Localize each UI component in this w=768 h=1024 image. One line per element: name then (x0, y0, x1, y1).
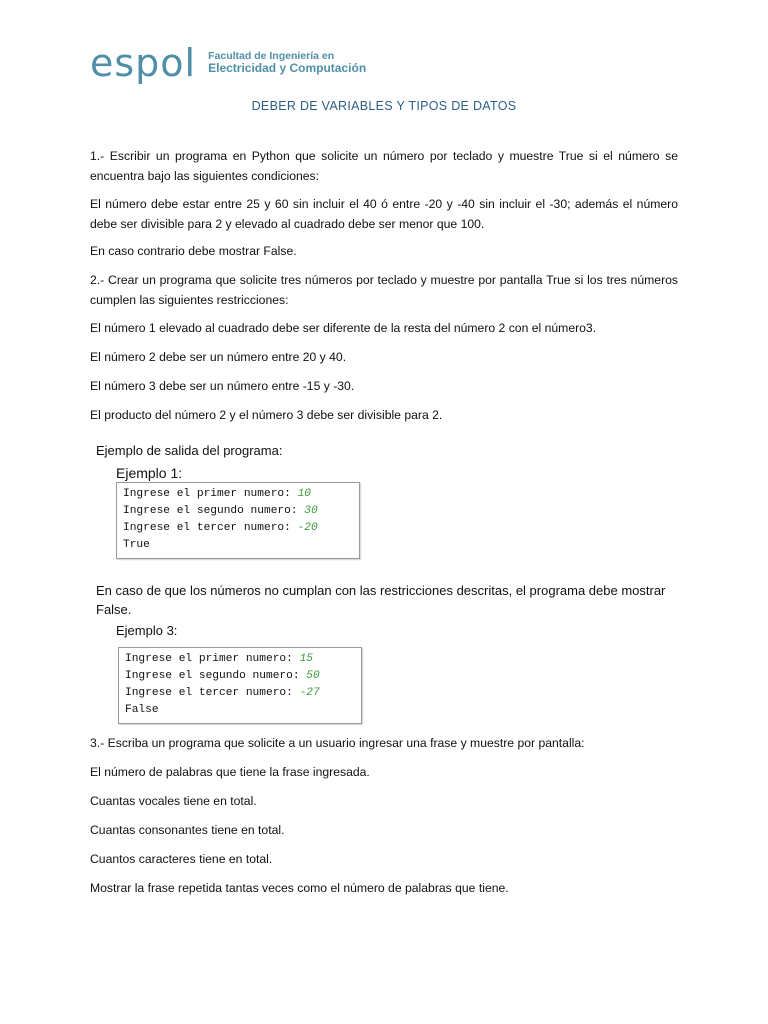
console-line: Ingrese el segundo numero: 30 (123, 505, 318, 517)
faculty-line-1: Facultad de Ingeniería en (208, 50, 335, 63)
console-line: Ingrese el primer numero: 15 (125, 653, 313, 665)
console-line: Ingrese el segundo numero: 50 (125, 670, 320, 682)
document-header (90, 41, 367, 85)
exercise-3-statement: 3.- Escriba un programa que solicite a un usuario ingresar una frase y muestre por pantalla: (90, 736, 585, 750)
console-line: Ingrese el tercer numero: -20 (123, 522, 318, 534)
exercise-1-conditions: El número debe estar entre 25 y 60 sin incluir el 40 ó entre -20 y -40 sin incluir el -30; además el número debe ser divisible para 2 y elevado al cuadrado debe ser menor que 100. (90, 197, 678, 231)
console-line: Ingrese el primer numero: 10 (123, 488, 311, 500)
exercise-3-item-5: Mostrar la frase repetida tantas veces como el número de palabras que tiene. (90, 881, 509, 895)
espol-logo: espol (90, 41, 197, 85)
exercise-3-item-1: El número de palabras que tiene la frase ingresada. (90, 765, 370, 779)
example-1-title: Ejemplo 1: (116, 465, 183, 481)
exercise-2-restriction-3: El número 3 debe ser un número entre -15 y -30. (90, 379, 355, 393)
example-1-console (116, 482, 360, 559)
console-result: True (123, 539, 150, 551)
exercise-3-item-4: Cuantos caracteres tiene en total. (90, 852, 273, 866)
faculty-name (208, 50, 366, 76)
example-note: En caso de que los números no cumplan con las restricciones descritas, el programa debe mostrar False. (96, 583, 666, 617)
exercise-3-item-2: Cuantas vocales tiene en total. (90, 794, 257, 808)
example-output-image (88, 438, 682, 728)
exercise-2-statement: 2.- Crear un programa que solicite tres números por teclado y muestre por pantalla True si los tres números cumplen las siguientes restricciones: (90, 273, 678, 307)
exercise-2-restriction-2: El número 2 debe ser un número entre 20 y 40. (90, 350, 347, 364)
example-3-console (118, 647, 362, 724)
exercise-2-restriction-4: El producto del número 2 y el número 3 debe ser divisible para 2. (90, 408, 443, 422)
example-caption: Ejemplo de salida del programa: (96, 443, 283, 458)
console-line: Ingrese el tercer numero: -27 (125, 687, 320, 699)
faculty-line-2: Electricidad y Computación (208, 61, 367, 76)
exercise-1-statement: 1.- Escribir un programa en Python que solicite un número por teclado y muestre True si el número se encuentra bajo las siguientes condiciones: (90, 149, 678, 183)
exercise-3-item-3: Cuantas consonantes tiene en total. (90, 823, 285, 837)
document-title: DEBER DE VARIABLES Y TIPOS DE DATOS (251, 99, 517, 113)
console-result: False (125, 704, 159, 716)
exercise-2-restriction-1: El número 1 elevado al cuadrado debe ser diferente de la resta del número 2 con el número3. (90, 321, 597, 335)
exercise-1-else: En caso contrario debe mostrar False. (90, 244, 297, 258)
example-3-title: Ejemplo 3: (116, 623, 178, 638)
